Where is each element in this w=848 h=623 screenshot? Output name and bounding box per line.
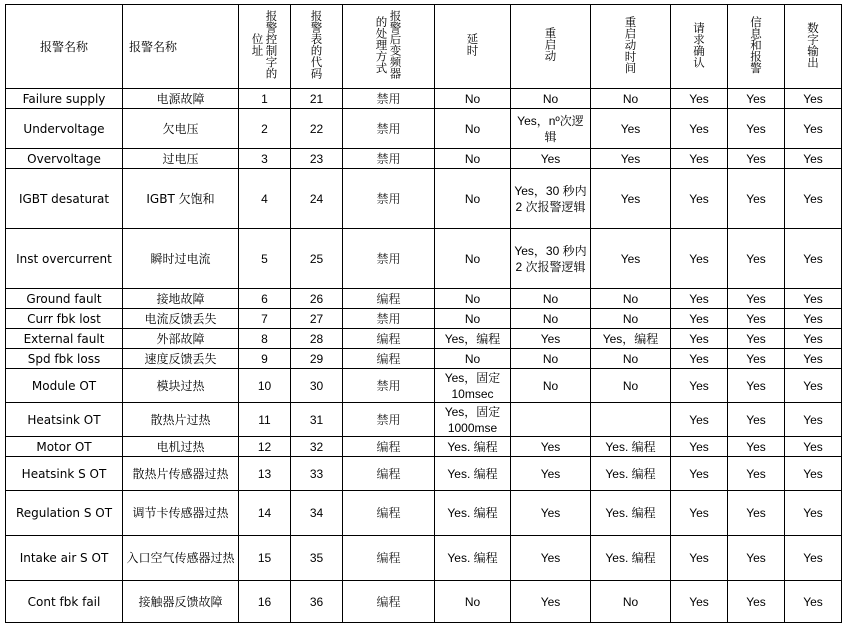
delay-value: No	[435, 581, 511, 623]
alarm-code: 26	[291, 289, 343, 309]
control-bit: 10	[239, 369, 291, 403]
ack-value: Yes	[671, 349, 728, 369]
restart-value: Yes	[511, 149, 591, 169]
delay-value: Yes. 编程	[435, 437, 511, 457]
ack-value: Yes	[671, 229, 728, 289]
table-row	[6, 369, 842, 403]
info-value: Yes	[728, 581, 785, 623]
table-row	[6, 89, 842, 109]
control-bit: 13	[239, 457, 291, 491]
table-row	[6, 581, 842, 623]
table-row	[6, 169, 842, 229]
restart-value: No	[511, 289, 591, 309]
digital-out-value: Yes	[785, 309, 842, 329]
control-bit: 7	[239, 309, 291, 329]
delay-value: Yes. 编程	[435, 536, 511, 581]
control-bit: 9	[239, 349, 291, 369]
restart-time-value: Yes	[591, 169, 671, 229]
control-bit: 4	[239, 169, 291, 229]
control-bit: 2	[239, 109, 291, 149]
restart-time-value: Yes. 编程	[591, 536, 671, 581]
delay-value: Yes. 编程	[435, 457, 511, 491]
table-row	[6, 491, 842, 536]
table-row	[6, 403, 842, 437]
alarm-name-en: Heatsink S OT	[6, 457, 123, 491]
restart-time-value: No	[591, 369, 671, 403]
ack-value: Yes	[671, 491, 728, 536]
ack-value: Yes	[671, 369, 728, 403]
header-ack-text: 请求确认	[692, 21, 706, 68]
header-name-zh: 报警名称	[123, 5, 239, 89]
digital-out-value: Yes	[785, 229, 842, 289]
handling-mode: 编程	[343, 289, 435, 309]
alarm-name-zh: IGBT 欠饱和	[123, 169, 239, 229]
info-value: Yes	[728, 309, 785, 329]
ack-value: Yes	[671, 581, 728, 623]
delay-value: Yes. 编程	[435, 491, 511, 536]
alarm-code: 32	[291, 437, 343, 457]
handling-mode: 禁用	[343, 89, 435, 109]
handling-mode: 编程	[343, 581, 435, 623]
alarm-name-zh: 电源故障	[123, 89, 239, 109]
info-value: Yes	[728, 89, 785, 109]
info-value: Yes	[728, 457, 785, 491]
restart-value: No	[511, 349, 591, 369]
alarm-code: 35	[291, 536, 343, 581]
restart-time-value: No	[591, 89, 671, 109]
restart-time-value: Yes. 编程	[591, 437, 671, 457]
table-row	[6, 457, 842, 491]
alarm-name-zh: 瞬时过电流	[123, 229, 239, 289]
ack-value: Yes	[671, 149, 728, 169]
handling-mode: 编程	[343, 437, 435, 457]
alarm-name-zh: 欠电压	[123, 109, 239, 149]
header-row	[6, 5, 842, 89]
alarm-code: 29	[291, 349, 343, 369]
restart-value	[511, 403, 591, 437]
handling-mode: 禁用	[343, 169, 435, 229]
digital-out-value: Yes	[785, 329, 842, 349]
delay-value: Yes，固定10msec	[435, 369, 511, 403]
header-code-text: 报警表的代码	[309, 10, 324, 79]
handling-mode: 编程	[343, 329, 435, 349]
alarm-code: 24	[291, 169, 343, 229]
restart-time-value: No	[591, 349, 671, 369]
control-bit: 15	[239, 536, 291, 581]
restart-value: No	[511, 369, 591, 403]
header-digital-out-text: 数字输出	[806, 21, 820, 68]
delay-value: No	[435, 309, 511, 329]
delay-value: No	[435, 109, 511, 149]
header-restart-time	[591, 5, 671, 89]
alarm-name-zh: 散热片过热	[123, 403, 239, 437]
digital-out-value: Yes	[785, 369, 842, 403]
control-bit: 11	[239, 403, 291, 437]
header-digital-out	[785, 5, 842, 89]
digital-out-value: Yes	[785, 109, 842, 149]
digital-out-value: Yes	[785, 403, 842, 437]
alarm-name-zh: 散热片传感器过热	[123, 457, 239, 491]
alarm-name-zh: 过电压	[123, 149, 239, 169]
alarm-code: 33	[291, 457, 343, 491]
digital-out-value: Yes	[785, 457, 842, 491]
info-value: Yes	[728, 536, 785, 581]
restart-time-value: Yes. 编程	[591, 491, 671, 536]
digital-out-value: Yes	[785, 169, 842, 229]
restart-time-value: Yes，编程	[591, 329, 671, 349]
control-bit: 1	[239, 89, 291, 109]
alarm-name-en: Module OT	[6, 369, 123, 403]
alarm-name-en: Curr fbk lost	[6, 309, 123, 329]
restart-value: Yes	[511, 437, 591, 457]
info-value: Yes	[728, 169, 785, 229]
header-name-en: 报警名称	[6, 5, 123, 89]
alarm-name-zh: 接地故障	[123, 289, 239, 309]
restart-time-value: No	[591, 309, 671, 329]
ack-value: Yes	[671, 109, 728, 149]
restart-time-value: No	[591, 581, 671, 623]
alarm-name-en: Regulation S OT	[6, 491, 123, 536]
header-restart-text: 重启动	[543, 27, 558, 62]
info-value: Yes	[728, 437, 785, 457]
alarm-code: 21	[291, 89, 343, 109]
table-row	[6, 437, 842, 457]
alarm-name-zh: 调节卡传感器过热	[123, 491, 239, 536]
digital-out-value: Yes	[785, 349, 842, 369]
delay-value: No	[435, 289, 511, 309]
alarm-code: 25	[291, 229, 343, 289]
alarm-name-en: Heatsink OT	[6, 403, 123, 437]
alarm-name-en: Inst overcurrent	[6, 229, 123, 289]
restart-time-value: Yes. 编程	[591, 457, 671, 491]
control-bit: 16	[239, 581, 291, 623]
alarm-code: 30	[291, 369, 343, 403]
header-ack	[671, 5, 728, 89]
alarm-code: 28	[291, 329, 343, 349]
header-handling	[343, 5, 435, 89]
alarm-name-en: Spd fbk loss	[6, 349, 123, 369]
info-value: Yes	[728, 349, 785, 369]
ack-value: Yes	[671, 536, 728, 581]
table-row	[6, 329, 842, 349]
header-code	[291, 5, 343, 89]
restart-time-value: Yes	[591, 149, 671, 169]
handling-mode: 禁用	[343, 369, 435, 403]
restart-value: Yes	[511, 329, 591, 349]
ack-value: Yes	[671, 403, 728, 437]
ack-value: Yes	[671, 329, 728, 349]
header-restart-time-text: 重启动时间	[623, 15, 638, 74]
restart-value: No	[511, 89, 591, 109]
alarm-code: 36	[291, 581, 343, 623]
digital-out-value: Yes	[785, 437, 842, 457]
alarm-name-en: External fault	[6, 329, 123, 349]
table-row	[6, 309, 842, 329]
delay-value: Yes，编程	[435, 329, 511, 349]
info-value: Yes	[728, 229, 785, 289]
handling-mode: 编程	[343, 491, 435, 536]
restart-value: No	[511, 309, 591, 329]
handling-mode: 禁用	[343, 149, 435, 169]
delay-value: No	[435, 169, 511, 229]
alarm-name-en: Overvoltage	[6, 149, 123, 169]
ack-value: Yes	[671, 309, 728, 329]
alarm-name-en: Motor OT	[6, 437, 123, 457]
handling-mode: 禁用	[343, 309, 435, 329]
info-value: Yes	[728, 149, 785, 169]
digital-out-value: Yes	[785, 89, 842, 109]
alarm-name-en: Undervoltage	[6, 109, 123, 149]
digital-out-value: Yes	[785, 149, 842, 169]
ack-value: Yes	[671, 289, 728, 309]
info-value: Yes	[728, 329, 785, 349]
alarm-code: 22	[291, 109, 343, 149]
control-bit: 6	[239, 289, 291, 309]
restart-time-value	[591, 403, 671, 437]
alarm-name-en: Cont fbk fail	[6, 581, 123, 623]
ack-value: Yes	[671, 169, 728, 229]
handling-mode: 禁用	[343, 403, 435, 437]
restart-value: Yes	[511, 536, 591, 581]
digital-out-value: Yes	[785, 289, 842, 309]
control-bit: 14	[239, 491, 291, 536]
alarm-name-en: Ground fault	[6, 289, 123, 309]
control-bit: 8	[239, 329, 291, 349]
alarm-name-zh: 入口空气传感器过热	[123, 536, 239, 581]
table-row	[6, 349, 842, 369]
table-row	[6, 536, 842, 581]
info-value: Yes	[728, 491, 785, 536]
handling-mode: 编程	[343, 349, 435, 369]
handling-mode: 禁用	[343, 229, 435, 289]
table-row	[6, 229, 842, 289]
delay-value: No	[435, 89, 511, 109]
delay-value: Yes，固定1000mse	[435, 403, 511, 437]
restart-time-value: Yes	[591, 109, 671, 149]
alarm-name-zh: 速度反馈丢失	[123, 349, 239, 369]
header-handling-text: 报警后变频器的处理方式	[374, 10, 403, 79]
alarm-name-zh: 电机过热	[123, 437, 239, 457]
delay-value: No	[435, 149, 511, 169]
alarm-table-body	[6, 89, 842, 623]
info-value: Yes	[728, 403, 785, 437]
restart-value: Yes，30 秒内 2 次报警逻辑	[511, 229, 591, 289]
alarm-name-zh: 电流反馈丢失	[123, 309, 239, 329]
header-info	[728, 5, 785, 89]
header-delay	[435, 5, 511, 89]
control-bit: 12	[239, 437, 291, 457]
handling-mode: 编程	[343, 536, 435, 581]
digital-out-value: Yes	[785, 491, 842, 536]
restart-value: Yes，30 秒内 2 次报警逻辑	[511, 169, 591, 229]
handling-mode: 编程	[343, 457, 435, 491]
delay-value: No	[435, 229, 511, 289]
alarm-name-en: Intake air S OT	[6, 536, 123, 581]
restart-value: Yes，nº次逻辑	[511, 109, 591, 149]
header-restart	[511, 5, 591, 89]
ack-value: Yes	[671, 457, 728, 491]
info-value: Yes	[728, 289, 785, 309]
ack-value: Yes	[671, 89, 728, 109]
control-bit: 5	[239, 229, 291, 289]
digital-out-value: Yes	[785, 581, 842, 623]
header-info-text: 信息和报警	[749, 15, 763, 74]
table-row	[6, 109, 842, 149]
alarm-name-zh: 接触器反馈故障	[123, 581, 239, 623]
restart-time-value: No	[591, 289, 671, 309]
table-row	[6, 289, 842, 309]
alarm-table	[5, 4, 842, 623]
handling-mode: 禁用	[343, 109, 435, 149]
digital-out-value: Yes	[785, 536, 842, 581]
restart-value: Yes	[511, 491, 591, 536]
restart-time-value: Yes	[591, 229, 671, 289]
ack-value: Yes	[671, 437, 728, 457]
alarm-name-en: IGBT desaturat	[6, 169, 123, 229]
alarm-code: 27	[291, 309, 343, 329]
alarm-code: 34	[291, 491, 343, 536]
alarm-name-en: Failure supply	[6, 89, 123, 109]
header-bit-text: 报警控制字的位址	[250, 10, 279, 79]
header-delay-text: 延时	[465, 33, 480, 56]
alarm-code: 31	[291, 403, 343, 437]
info-value: Yes	[728, 109, 785, 149]
alarm-code: 23	[291, 149, 343, 169]
control-bit: 3	[239, 149, 291, 169]
restart-value: Yes	[511, 457, 591, 491]
alarm-name-zh: 外部故障	[123, 329, 239, 349]
restart-value: Yes	[511, 581, 591, 623]
info-value: Yes	[728, 369, 785, 403]
delay-value: No	[435, 349, 511, 369]
alarm-name-zh: 模块过热	[123, 369, 239, 403]
table-row	[6, 149, 842, 169]
header-bit	[239, 5, 291, 89]
